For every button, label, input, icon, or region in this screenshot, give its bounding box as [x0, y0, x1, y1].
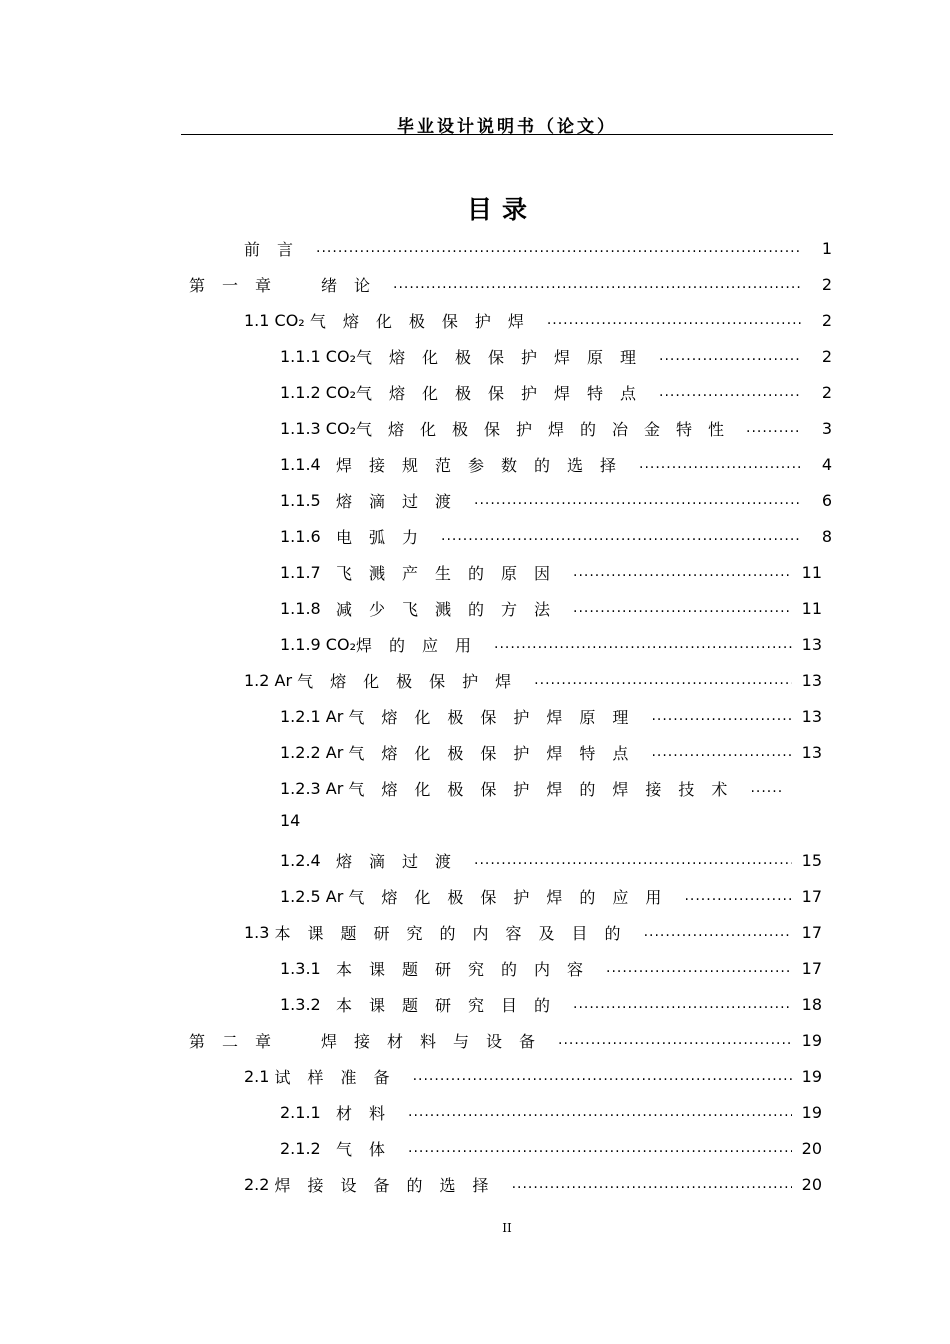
toc-entry-label: 本课题研究目的 [335, 995, 567, 1015]
toc-entry-number: 2.1 [244, 1066, 270, 1086]
toc-entry-number: 1.2 Ar [244, 670, 293, 690]
toc-title: 目录 [466, 195, 537, 224]
page-header: 毕业设计说明书（论文） [397, 117, 617, 137]
toc-leader [606, 960, 792, 976]
toc-entry-number: 1.1.2 CO₂ [280, 382, 356, 402]
toc-entry-number: 1.1.4 [280, 454, 321, 474]
toc-entry-number: 2.1.1 [280, 1102, 321, 1122]
toc-entry-page: 6 [821, 490, 832, 510]
toc-entry-page: 11 [801, 598, 822, 618]
toc-entry[interactable] [244, 662, 822, 698]
toc-entry[interactable] [280, 1130, 822, 1166]
toc-leader [651, 708, 792, 724]
toc-entry-page: 19 [801, 1066, 822, 1086]
toc-entry[interactable] [280, 374, 832, 410]
toc-entry[interactable] [280, 734, 822, 770]
toc-entry[interactable] [280, 446, 832, 482]
toc-entry-label: 试样准备 [274, 1067, 407, 1087]
toc-leader [474, 492, 802, 508]
toc-entry-label: 前言 [244, 239, 311, 259]
toc-entry[interactable] [244, 302, 832, 338]
toc-entry-page: 15 [801, 850, 822, 870]
toc-leader [573, 996, 792, 1012]
toc-leader [408, 1140, 792, 1156]
toc-entry[interactable] [189, 266, 832, 302]
toc-leader [494, 636, 792, 652]
toc-leader [441, 528, 802, 544]
toc-leader [474, 852, 792, 868]
toc-entry[interactable] [280, 986, 822, 1022]
toc-entry-label: 飞溅产生的原因 [335, 563, 567, 583]
toc-leader [651, 744, 792, 760]
toc-entry[interactable] [280, 878, 822, 914]
toc-entry-number: 1.1.3 CO₂ [280, 418, 356, 438]
toc-leader [413, 1068, 792, 1084]
toc-entry-page: 2 [821, 346, 832, 366]
toc-entry-label: 第二章 焊接材料与设备 [189, 1031, 553, 1051]
toc-leader [558, 1032, 792, 1048]
toc-entry-page: 14 [280, 811, 301, 830]
toc-leader [316, 240, 802, 256]
toc-entry[interactable] [280, 518, 832, 554]
toc-leader [393, 276, 802, 292]
toc-entry-number: 1.1.9 CO₂ [280, 634, 356, 654]
toc-entry-number: 1.2.1 Ar [280, 706, 344, 726]
toc-entry[interactable] [244, 1166, 822, 1202]
toc-leader [644, 924, 792, 940]
toc-leader [659, 384, 802, 400]
toc-entry-label: 气熔化极保护焊 [297, 671, 529, 691]
toc-leader [547, 312, 802, 328]
toc-entry[interactable] [244, 1058, 822, 1094]
toc-entry-number: 1.1.8 [280, 598, 321, 618]
toc-entry-page: 18 [801, 994, 822, 1014]
toc-entry-page: 17 [801, 922, 822, 942]
toc-entry-number: 1.3 [244, 922, 270, 942]
toc-entry-label: 气熔化极保护焊的冶金特性 [355, 419, 740, 439]
toc-entry[interactable] [280, 590, 822, 626]
toc-entry-page: 20 [801, 1138, 822, 1158]
toc-entry-number: 2.2 [244, 1174, 270, 1194]
toc-entry[interactable] [244, 914, 822, 950]
toc-entry-page: 20 [801, 1174, 822, 1194]
toc-entry-label: 气熔化极保护焊特点 [348, 743, 646, 763]
toc-entry-page: 13 [801, 670, 822, 690]
toc-entry[interactable] [280, 770, 825, 806]
toc-entry-page: 17 [801, 958, 822, 978]
toc-entry-label: 减少飞溅的方法 [335, 599, 567, 619]
toc-entry-page: 3 [821, 418, 832, 438]
toc-entry-number: 1.1.5 [280, 490, 321, 510]
toc-entry-number: 1.1.6 [280, 526, 321, 546]
toc-entry-label: 气熔化极保护焊原理 [355, 347, 653, 367]
toc-leader [408, 1104, 792, 1120]
toc-entry-label: 焊接规范参数的选择 [335, 455, 633, 475]
header-rule [181, 134, 833, 135]
toc-entry[interactable] [280, 626, 822, 662]
toc-entry-number: 1.1.7 [280, 562, 321, 582]
toc-entry-label: 焊的应用 [355, 635, 488, 655]
toc-leader [659, 348, 802, 364]
toc-entry-page: 2 [821, 274, 832, 294]
toc-leader [512, 1176, 792, 1192]
toc-entry-label: 气熔化极保护焊 [309, 311, 541, 331]
toc-leader [573, 600, 792, 616]
toc-entry[interactable] [244, 230, 832, 266]
toc-entry[interactable] [280, 1094, 822, 1130]
toc-entry[interactable] [280, 950, 822, 986]
toc-entry-page: 13 [801, 634, 822, 654]
toc-entry-label: 本课题研究的内容及目的 [274, 923, 638, 943]
toc-entry-label: 气熔化极保护焊特点 [355, 383, 653, 403]
toc-entry-page: 2 [821, 310, 832, 330]
toc-entry[interactable] [280, 338, 832, 374]
toc-entry-page: 11 [801, 562, 822, 582]
toc-entry-page: 19 [801, 1102, 822, 1122]
toc-entry-label: 本课题研究的内容 [335, 959, 600, 979]
toc-leader [534, 672, 792, 688]
toc-leader [750, 780, 782, 796]
toc-entry[interactable] [189, 1022, 822, 1058]
toc-entry-number: 1.2.4 [280, 850, 321, 870]
toc-entry-number: 1.3.1 [280, 958, 321, 978]
toc-entry-label: 气熔化极保护焊的应用 [348, 887, 679, 907]
toc-entry-number: 1.3.2 [280, 994, 321, 1014]
toc-leader [573, 564, 792, 580]
toc-entry-label: 焊接设备的选择 [274, 1175, 506, 1195]
toc-entry[interactable] [280, 410, 832, 446]
toc-entry-number: 2.1.2 [280, 1138, 321, 1158]
toc-entry[interactable] [280, 482, 832, 518]
toc-entry-label: 气熔化极保护焊原理 [348, 707, 646, 727]
toc-entry-label: 熔滴过渡 [335, 491, 468, 511]
toc-entry-label: 熔滴过渡 [335, 851, 468, 871]
toc-entry-page: 2 [821, 382, 832, 402]
toc-entry-page: 19 [801, 1030, 822, 1050]
toc-entry-number: 1.1 CO₂ [244, 310, 305, 330]
toc-entry-page: 8 [821, 526, 832, 546]
toc-entry-label: 第一章 绪论 [189, 275, 388, 295]
toc-entry-page: 13 [801, 742, 822, 762]
page-number: II [502, 1221, 512, 1235]
toc-entry-number: 1.2.5 Ar [280, 886, 344, 906]
toc-entry[interactable] [280, 554, 822, 590]
toc-leader [684, 888, 792, 904]
toc-entry-number: 1.2.3 Ar [280, 778, 344, 798]
toc-entry-label: 气体 [335, 1139, 402, 1159]
toc-entry-label: 气熔化极保护焊的焊接技术 [348, 779, 745, 799]
toc-entry-page: 13 [801, 706, 822, 726]
toc-entry-page: 17 [801, 886, 822, 906]
toc-entry-page: 4 [821, 454, 832, 474]
toc-entry-label: 电弧力 [335, 527, 435, 547]
toc-entry[interactable] [280, 842, 822, 878]
toc-entry-page: 1 [821, 238, 832, 258]
toc-entry[interactable] [280, 698, 822, 734]
toc-entry-label: 材料 [335, 1103, 402, 1123]
toc-entry-number: 1.2.2 Ar [280, 742, 344, 762]
toc-entry-number: 1.1.1 CO₂ [280, 346, 356, 366]
toc-leader [746, 420, 802, 436]
toc-leader [639, 456, 802, 472]
